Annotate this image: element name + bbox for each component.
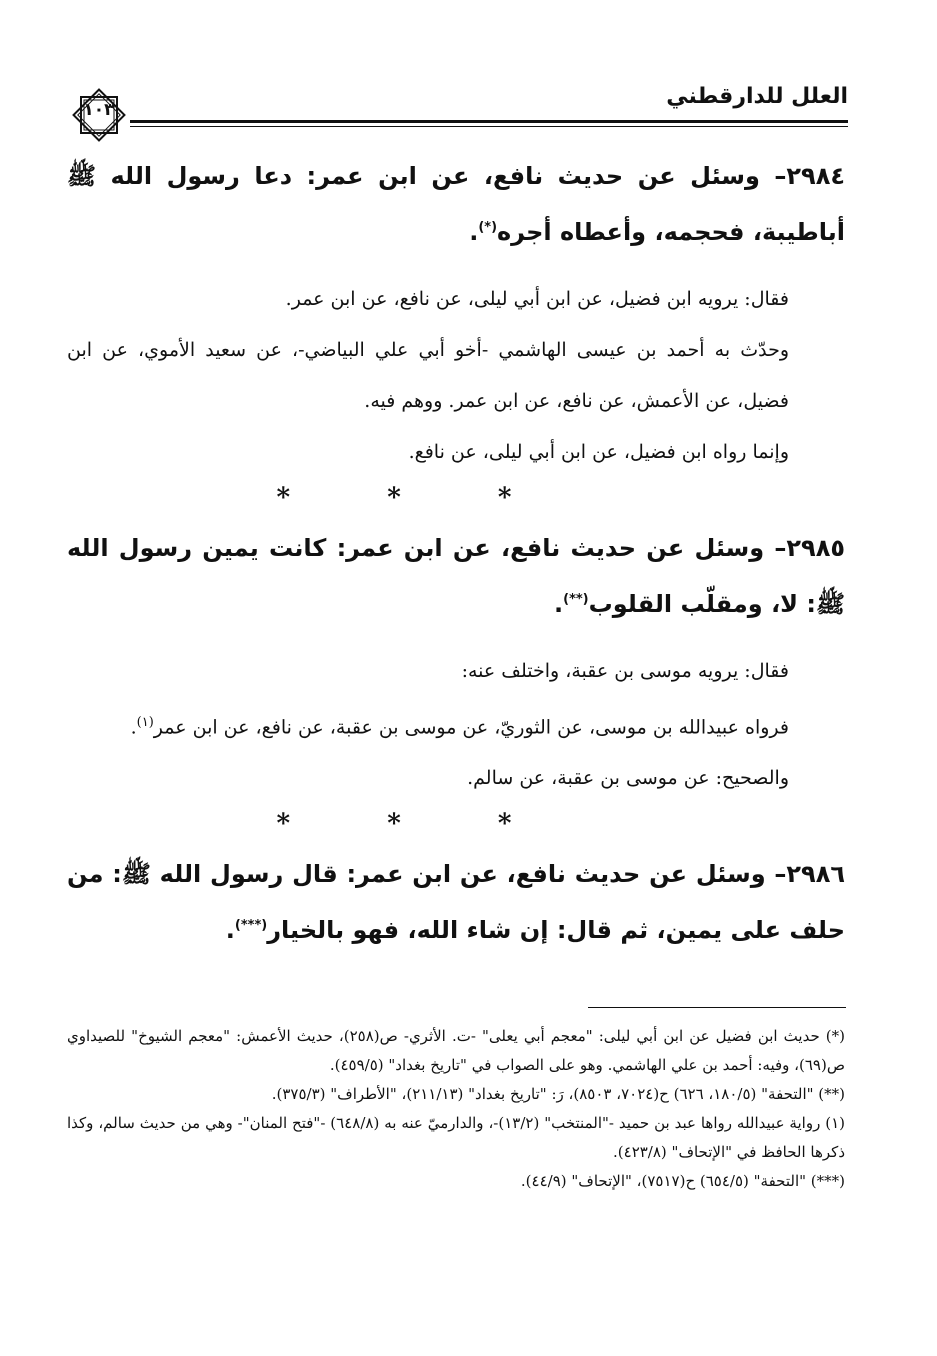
footnotes [67, 1022, 845, 1196]
footnote-mark: (١) [136, 715, 154, 730]
entry-number: ٢٩٨٤ [786, 162, 845, 190]
page-number: ١٠٣ [83, 100, 115, 120]
entry-heading: ٢٩٨٤– وسئل عن حديث نافع، عن ابن عمر: دعا رسول الله ﷺ أباطيبة، فحجمه، وأعطاه أجره(*). [67, 162, 845, 246]
footnote-mark: (*) [478, 220, 498, 235]
page-header [68, 80, 848, 140]
footnote: (**) "التحفة" (١٨٠/٥، ٦٢٦) ح(٧٠٢٤، ٨٥٠٣)، رَ: "تاريخ بغداد" (٢١١/١٣)، "الأطراف" (٣٧٥/٣). [271, 1085, 845, 1103]
header-rule-thin [130, 126, 848, 127]
footnote-mark: (***) [234, 918, 268, 934]
main-text [67, 150, 845, 972]
entry-question: – وسئل عن حديث نافع، عن ابن عمر: دعا رسول الله ﷺ أباطيبة، فحجمه، وأعطاه أجره [67, 162, 845, 246]
paragraph: وإنما رواه ابن فضيل، عن ابن أبي ليلى، عن نافع. [408, 441, 789, 463]
entry-question: – وسئل عن حديث نافع، عن ابن عمر: كانت يمين رسول الله ﷺ: لا، ومقلّب القلوب [67, 534, 845, 618]
footnote: (*) حديث ابن فضيل عن ابن أبي ليلى: "معجم أبي يعلى" -ت. الأثري- ص(٢٥٨)، حديث الأعمش: "معجم الشيوخ" للصيداوي ص(٦٩)، وفيه: أحمد بن علي الهاشمي. وهو على الصواب في "تاريخ بغداد" (٤٥٩/٥). [67, 1027, 846, 1074]
footnote: (***) "التحفة" (٦٥٤/٥) ح(٧٥١٧)، "الإتحاف" (٤٤/٩). [520, 1172, 845, 1190]
entry-heading: ٢٩٨٦– وسئل عن حديث نافع، عن ابن عمر: قال رسول الله ﷺ: من حلف على يمين، ثم قال: إن شاء الله، فهو بالخيار(***). [67, 860, 845, 945]
entry-heading: ٢٩٨٥– وسئل عن حديث نافع، عن ابن عمر: كانت يمين رسول الله ﷺ: لا، ومقلّب القلوب(**). [67, 534, 845, 618]
paragraph: فرواه عبيدالله بن موسى، عن الثوريّ، عن موسى بن عقبة، عن نافع، عن ابن عمر$^{(١)}$. [130, 715, 789, 739]
running-title: العلل للدارقطني [666, 84, 848, 109]
paragraph-text: فرواه عبيدالله بن موسى، عن الثوريّ، عن موسى بن عقبة، عن نافع، عن ابن عمر [153, 716, 789, 739]
header-rule [130, 120, 848, 123]
entry-question: – وسئل عن حديث نافع، عن ابن عمر: قال رسول الله ﷺ: من حلف على يمين، ثم قال: إن شاء الله، فهو بالخيار [67, 860, 845, 945]
footnote-rule [588, 1007, 846, 1008]
footnote-mark: (**) [563, 592, 589, 607]
paragraph: فقال: يرويه موسى بن عقبة، واختلف عنه: [461, 660, 789, 682]
entry-number: ٢٩٨٦ [786, 860, 845, 889]
footnote: (١) رواية عبيدالله رواها عبد بن حميد -"المنتخب" (١٣/٢)-، والدارميّ عنه به (٦٤٨/٨) -"فتح المنان"- وهي من حديث سالم، وكذا ذكرها الحافظ في "الإتحاف" (٤٢٣/٨). [67, 1114, 845, 1161]
entry-number: ٢٩٨٥ [786, 534, 845, 562]
paragraph: فقال: يرويه ابن فضيل، عن ابن أبي ليلى، عن نافع، عن ابن عمر. [285, 288, 789, 310]
section-separator: * * * [276, 809, 556, 840]
section-separator: * * * [276, 483, 556, 513]
paragraph: والصحيح: عن موسى بن عقبة، عن سالم. [467, 767, 789, 790]
paragraph: وحدّث به أحمد بن عيسى الهاشمي -أخو أبي علي البياضي-، عن سعيد الأموي، عن ابن فضيل، عن الأعمش، عن نافع، عن ابن عمر. ووهم فيه. [67, 339, 789, 412]
